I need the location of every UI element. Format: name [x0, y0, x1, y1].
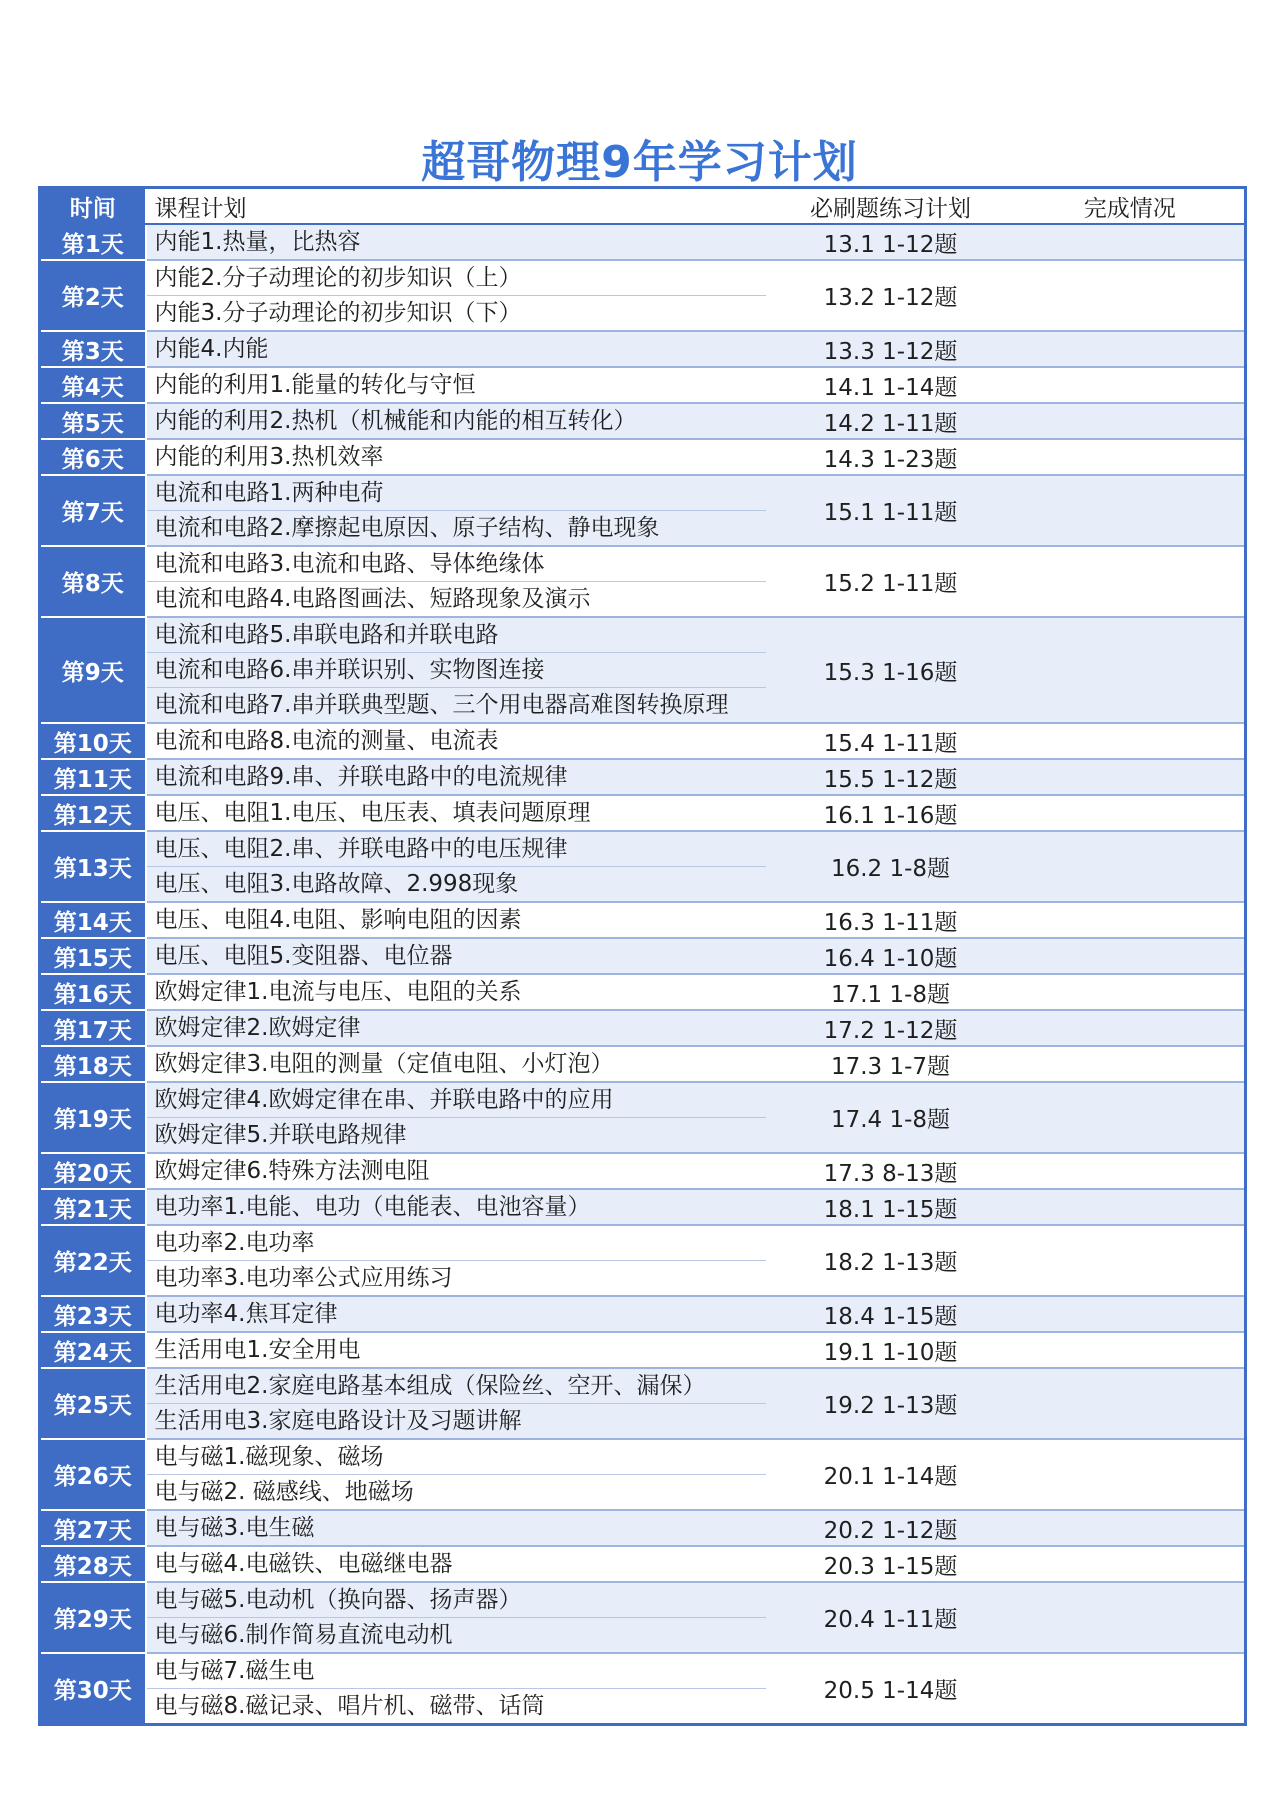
- table-row: [40, 224, 1246, 260]
- status-cell: [1016, 546, 1246, 617]
- day-cell: 第8天: [40, 546, 146, 617]
- exercise-cell: 16.3 1-11题: [766, 902, 1016, 938]
- table-row: [40, 1368, 1246, 1439]
- lesson-item: 欧姆定律6.特殊方法测电阻: [154, 1158, 430, 1184]
- table-row: [40, 1153, 1246, 1189]
- exercise-cell: 15.3 1-16题: [766, 617, 1016, 723]
- exercise-cell: 13.3 1-12题: [766, 331, 1016, 367]
- table-row: [40, 902, 1246, 938]
- table-row: [40, 1653, 1246, 1725]
- exercise-cell: 13.1 1-12题: [766, 224, 1016, 260]
- status-cell: [1016, 1082, 1246, 1153]
- lessons-cell: [146, 439, 766, 475]
- lessons-cell: [146, 1546, 766, 1582]
- day-cell: 第29天: [40, 1582, 146, 1653]
- status-cell: [1016, 795, 1246, 831]
- status-cell: [1016, 831, 1246, 902]
- lesson-item: 欧姆定律1.电流与电压、电阻的关系: [154, 979, 522, 1005]
- exercise-cell: 14.3 1-23题: [766, 439, 1016, 475]
- status-cell: [1016, 1225, 1246, 1296]
- lessons-cell: [146, 1010, 766, 1046]
- exercise-cell: 18.1 1-15题: [766, 1189, 1016, 1225]
- lessons-cell: [146, 1082, 766, 1153]
- exercise-cell: 16.2 1-8题: [766, 831, 1016, 902]
- lesson-item: 电与磁6.制作简易直流电动机: [147, 1617, 766, 1652]
- exercise-cell: 13.2 1-12题: [766, 260, 1016, 331]
- day-cell: 第17天: [40, 1010, 146, 1046]
- table-row: [40, 1010, 1246, 1046]
- day-cell: 第4天: [40, 367, 146, 403]
- day-cell: 第16天: [40, 974, 146, 1010]
- lesson-item: 电压、电阻3.电路故障、2.998现象: [147, 866, 766, 901]
- day-cell: 第7天: [40, 475, 146, 546]
- day-cell: 第23天: [40, 1296, 146, 1332]
- lessons-cell: [146, 759, 766, 795]
- exercise-cell: 17.1 1-8题: [766, 974, 1016, 1010]
- lesson-item: 电流和电路7.串并联典型题、三个用电器高难图转换原理: [147, 687, 766, 722]
- table-row: [40, 1510, 1246, 1546]
- status-cell: [1016, 1010, 1246, 1046]
- lesson-item: 内能2.分子动理论的初步知识（上）: [154, 265, 522, 291]
- exercise-cell: 17.3 1-7题: [766, 1046, 1016, 1082]
- table-row: [40, 331, 1246, 367]
- lesson-item: 电压、电阻1.电压、电压表、填表问题原理: [154, 800, 591, 826]
- lessons-cell: [146, 902, 766, 938]
- lesson-item: 电流和电路5.串联电路和并联电路: [154, 622, 499, 648]
- day-cell: 第3天: [40, 331, 146, 367]
- lessons-cell: [146, 331, 766, 367]
- day-column-header: 时间: [40, 188, 146, 225]
- lessons-cell: [146, 1510, 766, 1546]
- day-cell: 第18天: [40, 1046, 146, 1082]
- lesson-item: 电功率1.电能、电功（电能表、电池容量）: [154, 1194, 591, 1220]
- status-cell: [1016, 1296, 1246, 1332]
- status-cell: [1016, 475, 1246, 546]
- status-cell: [1016, 1546, 1246, 1582]
- status-cell: [1016, 1189, 1246, 1225]
- day-cell: 第12天: [40, 795, 146, 831]
- table-row: [40, 1296, 1246, 1332]
- lesson-item: 生活用电1.安全用电: [154, 1337, 361, 1363]
- table-row: [40, 260, 1246, 331]
- table-row: [40, 475, 1246, 546]
- lesson-item: 欧姆定律2.欧姆定律: [154, 1015, 361, 1041]
- lesson-item: 电与磁1.磁现象、磁场: [154, 1444, 384, 1470]
- lesson-item: 电与磁4.电磁铁、电磁继电器: [154, 1551, 453, 1577]
- day-cell: 第28天: [40, 1546, 146, 1582]
- table-row: [40, 831, 1246, 902]
- exercise-cell: 15.4 1-11题: [766, 723, 1016, 759]
- lessons-cell: [146, 1332, 766, 1368]
- table-row: [40, 439, 1246, 475]
- lesson-item: 电与磁8.磁记录、唱片机、磁带、话筒: [147, 1688, 766, 1723]
- lessons-cell: [146, 1653, 766, 1725]
- lessons-column-header: 课程计划: [146, 188, 766, 225]
- day-cell: 第27天: [40, 1510, 146, 1546]
- lessons-cell: [146, 1439, 766, 1510]
- exercise-cell: 17.2 1-12题: [766, 1010, 1016, 1046]
- lesson-item: 欧姆定律5.并联电路规律: [147, 1117, 766, 1152]
- lesson-item: 电流和电路9.串、并联电路中的电流规律: [154, 764, 568, 790]
- status-cell: [1016, 439, 1246, 475]
- day-cell: 第19天: [40, 1082, 146, 1153]
- day-cell: 第30天: [40, 1653, 146, 1725]
- lessons-cell: [146, 1368, 766, 1439]
- header-row: [40, 188, 1246, 225]
- day-cell: 第20天: [40, 1153, 146, 1189]
- lesson-item: 欧姆定律3.电阻的测量（定值电阻、小灯泡）: [154, 1051, 614, 1077]
- table-row: [40, 1225, 1246, 1296]
- lessons-cell: [146, 795, 766, 831]
- lessons-cell: [146, 617, 766, 723]
- day-cell: 第21天: [40, 1189, 146, 1225]
- lesson-item: 生活用电2.家庭电路基本组成（保险丝、空开、漏保）: [154, 1373, 706, 1399]
- lesson-item: 电与磁3.电生磁: [154, 1515, 315, 1541]
- lesson-item: 电与磁5.电动机（换向器、扬声器）: [154, 1587, 522, 1613]
- status-cell: [1016, 1439, 1246, 1510]
- lesson-item: 内能4.内能: [154, 336, 269, 362]
- status-cell: [1016, 902, 1246, 938]
- exercise-cell: 14.2 1-11题: [766, 403, 1016, 439]
- exercise-cell: 15.2 1-11题: [766, 546, 1016, 617]
- day-cell: 第11天: [40, 759, 146, 795]
- day-cell: 第25天: [40, 1368, 146, 1439]
- day-cell: 第22天: [40, 1225, 146, 1296]
- lesson-item: 生活用电3.家庭电路设计及习题讲解: [147, 1403, 766, 1438]
- day-cell: 第6天: [40, 439, 146, 475]
- table-row: [40, 1582, 1246, 1653]
- day-cell: 第13天: [40, 831, 146, 902]
- lesson-item: 内能1.热量，比热容: [154, 229, 361, 255]
- exercise-cell: 19.2 1-13题: [766, 1368, 1016, 1439]
- table-row: [40, 759, 1246, 795]
- day-cell: 第15天: [40, 938, 146, 974]
- plan-body: [40, 224, 1246, 1725]
- lessons-cell: [146, 1225, 766, 1296]
- exercise-cell: 18.2 1-13题: [766, 1225, 1016, 1296]
- lessons-cell: [146, 974, 766, 1010]
- lesson-item: 电流和电路2.摩擦起电原因、原子结构、静电现象: [147, 510, 766, 545]
- table-row: [40, 1082, 1246, 1153]
- table-row: [40, 617, 1246, 723]
- day-cell: 第26天: [40, 1439, 146, 1510]
- status-cell: [1016, 1510, 1246, 1546]
- table-row: [40, 795, 1246, 831]
- exercise-cell: 16.1 1-16题: [766, 795, 1016, 831]
- status-column-header: 完成情况: [1016, 188, 1246, 225]
- status-cell: [1016, 938, 1246, 974]
- lesson-item: 电流和电路4.电路图画法、短路现象及演示: [147, 581, 766, 616]
- table-row: [40, 1046, 1246, 1082]
- lessons-cell: [146, 403, 766, 439]
- lesson-item: 电压、电阻2.串、并联电路中的电压规律: [154, 836, 568, 862]
- exercise-cell: 16.4 1-10题: [766, 938, 1016, 974]
- lesson-item: 电与磁2. 磁感线、地磁场: [147, 1474, 766, 1509]
- exercise-cell: 20.2 1-12题: [766, 1510, 1016, 1546]
- lesson-item: 内能的利用3.热机效率: [154, 444, 384, 470]
- exercise-cell: 20.3 1-15题: [766, 1546, 1016, 1582]
- lesson-item: 电流和电路8.电流的测量、电流表: [154, 728, 499, 754]
- status-cell: [1016, 723, 1246, 759]
- table-row: [40, 938, 1246, 974]
- lessons-cell: [146, 1582, 766, 1653]
- status-cell: [1016, 1653, 1246, 1725]
- status-cell: [1016, 367, 1246, 403]
- lesson-item: 电流和电路1.两种电荷: [154, 480, 384, 506]
- lessons-cell: [146, 831, 766, 902]
- lesson-item: 内能3.分子动理论的初步知识（下）: [147, 295, 766, 330]
- lessons-cell: [146, 1189, 766, 1225]
- day-cell: 第10天: [40, 723, 146, 759]
- lesson-item: 内能的利用2.热机（机械能和内能的相互转化）: [154, 408, 637, 434]
- status-cell: [1016, 1332, 1246, 1368]
- lesson-item: 欧姆定律4.欧姆定律在串、并联电路中的应用: [154, 1087, 614, 1113]
- exercise-cell: 15.1 1-11题: [766, 475, 1016, 546]
- lesson-item: 电功率4.焦耳定律: [154, 1301, 338, 1327]
- day-cell: 第24天: [40, 1332, 146, 1368]
- status-cell: [1016, 759, 1246, 795]
- lessons-cell: [146, 475, 766, 546]
- status-cell: [1016, 224, 1246, 260]
- lessons-cell: [146, 224, 766, 260]
- status-cell: [1016, 331, 1246, 367]
- lessons-cell: [146, 938, 766, 974]
- exercise-cell: 20.4 1-11题: [766, 1582, 1016, 1653]
- lessons-cell: [146, 546, 766, 617]
- lessons-cell: [146, 1296, 766, 1332]
- lesson-item: 内能的利用1.能量的转化与守恒: [154, 372, 476, 398]
- exercise-cell: 18.4 1-15题: [766, 1296, 1016, 1332]
- exercise-cell: 17.3 8-13题: [766, 1153, 1016, 1189]
- exercises-column-header: 必刷题练习计划: [766, 188, 1016, 225]
- exercise-cell: 15.5 1-12题: [766, 759, 1016, 795]
- lessons-cell: [146, 723, 766, 759]
- day-cell: 第14天: [40, 902, 146, 938]
- day-cell: 第9天: [40, 617, 146, 723]
- table-row: [40, 1439, 1246, 1510]
- table-row: [40, 546, 1246, 617]
- status-cell: [1016, 974, 1246, 1010]
- table-row: [40, 974, 1246, 1010]
- lesson-item: 电流和电路6.串并联识别、实物图连接: [147, 652, 766, 687]
- lesson-item: 电流和电路3.电流和电路、导体绝缘体: [154, 551, 545, 577]
- page-title: 超哥物理9年学习计划: [421, 137, 858, 188]
- status-cell: [1016, 1153, 1246, 1189]
- day-cell: 第5天: [40, 403, 146, 439]
- status-cell: [1016, 617, 1246, 723]
- lessons-cell: [146, 260, 766, 331]
- lesson-item: 电压、电阻5.变阻器、电位器: [154, 943, 453, 969]
- exercise-cell: 20.5 1-14题: [766, 1653, 1016, 1725]
- table-row: [40, 723, 1246, 759]
- status-cell: [1016, 1368, 1246, 1439]
- day-cell: 第2天: [40, 260, 146, 331]
- status-cell: [1016, 260, 1246, 331]
- lessons-cell: [146, 367, 766, 403]
- table-row: [40, 367, 1246, 403]
- table-row: [40, 1332, 1246, 1368]
- lessons-cell: [146, 1153, 766, 1189]
- status-cell: [1016, 1582, 1246, 1653]
- table-row: [40, 403, 1246, 439]
- table-row: [40, 1189, 1246, 1225]
- status-cell: [1016, 403, 1246, 439]
- exercise-cell: 17.4 1-8题: [766, 1082, 1016, 1153]
- exercise-cell: 14.1 1-14题: [766, 367, 1016, 403]
- lesson-item: 电与磁7.磁生电: [154, 1658, 315, 1684]
- status-cell: [1016, 1046, 1246, 1082]
- lessons-cell: [146, 1046, 766, 1082]
- study-plan-table: [38, 186, 1247, 1726]
- exercise-cell: 20.1 1-14题: [766, 1439, 1016, 1510]
- lesson-item: 电功率3.电功率公式应用练习: [147, 1260, 766, 1295]
- lesson-item: 电功率2.电功率: [154, 1230, 315, 1256]
- exercise-cell: 19.1 1-10题: [766, 1332, 1016, 1368]
- day-cell: 第1天: [40, 224, 146, 260]
- lesson-item: 电压、电阻4.电阻、影响电阻的因素: [154, 907, 522, 933]
- table-row: [40, 1546, 1246, 1582]
